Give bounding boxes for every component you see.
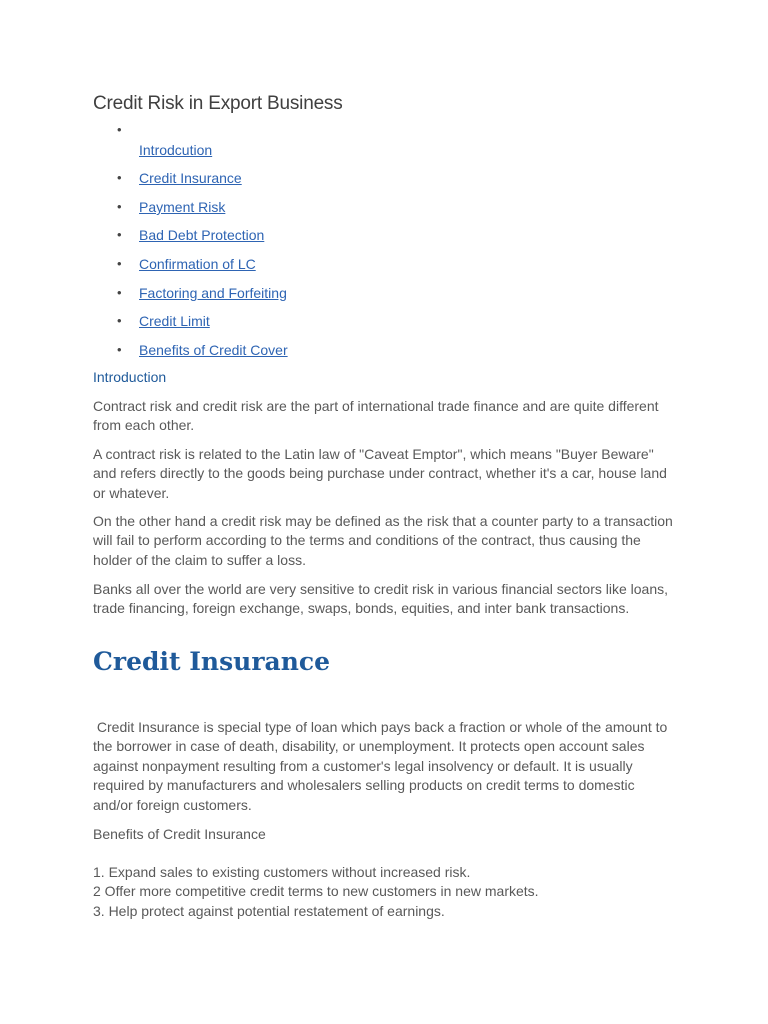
toc-item-introduction [93, 120, 493, 160]
toc-link-bad-debt-protection[interactable]: Bad Debt Protection [139, 227, 265, 243]
document-title: Credit Risk in Export Business [93, 93, 343, 114]
bullet-icon: • [117, 122, 122, 137]
credit-insurance-paragraph: Credit Insurance is special type of loan which pays back a fraction or whole of the amount to the borrower in case of death, disability, or unemployment. It protects open account sales against nonpayment resulting from a customer's legal insolvency or default. It is usually required by manufacturers and wholesalers selling products on credit terms to domestic and/or foreign customers. [93, 719, 672, 813]
benefit-item: 3. Help protect against potential restatement of earnings. [93, 902, 445, 919]
bullet-icon: • [117, 199, 122, 214]
toc-item-payment-risk [93, 197, 493, 217]
introduction-paragraph: Contract risk and credit risk are the part of international trade finance and are quite different from each other. [93, 398, 659, 434]
bullet-icon: • [117, 285, 122, 300]
toc-link-introduction[interactable]: Introdcution [139, 142, 213, 158]
toc-item-credit-insurance [93, 168, 493, 188]
benefits-heading: Benefits of Credit Insurance [93, 826, 266, 842]
introduction-heading: Introduction [93, 369, 167, 385]
introduction-paragraph: Banks all over the world are very sensitive to credit risk in various financial sectors like loans, trade financing, foreign exchange, swaps, bonds, equities, and inter bank transactions. [93, 581, 669, 617]
benefit-item: 1. Expand sales to existing customers without increased risk. [93, 864, 471, 880]
introduction-paragraph: A contract risk is related to the Latin law of "Caveat Emptor", which means "Buyer Beware" and refers directly to the goods being purchase under contract, whether it's a car, house land or whatever. [93, 446, 667, 501]
toc-link-factoring-and-forfeiting[interactable]: Factoring and Forfeiting [139, 285, 287, 301]
toc-link-payment-risk[interactable]: Payment Risk [139, 199, 226, 215]
bullet-icon: • [117, 170, 122, 185]
toc-link-confirmation-of-lc[interactable]: Confirmation of LC [139, 256, 256, 272]
introduction-paragraph: On the other hand a credit risk may be defined as the risk that a counter party to a transaction will fail to perform according to the terms and conditions of the contract, thus causing the holder of the claim to suffer a loss. [93, 513, 673, 568]
toc-link-credit-insurance[interactable]: Credit Insurance [139, 170, 242, 186]
bullet-icon: • [117, 313, 122, 328]
toc-item-benefits-of-credit-cover [93, 340, 493, 360]
bullet-icon: • [117, 227, 122, 242]
toc-item-bad-debt-protection [93, 225, 493, 245]
toc-link-credit-limit[interactable]: Credit Limit [139, 313, 210, 329]
benefits-list [93, 863, 673, 921]
toc-item-confirmation-of-lc [93, 254, 493, 274]
benefit-item: 2 Offer more competitive credit terms to new customers in new markets. [93, 883, 539, 900]
toc-link-benefits-of-credit-cover[interactable]: Benefits of Credit Cover [139, 342, 288, 358]
bullet-icon: • [117, 256, 122, 271]
toc-item-credit-limit [93, 311, 493, 331]
credit-insurance-heading: Credit Insurance [93, 647, 330, 676]
toc-item-factoring-and-forfeiting [93, 283, 493, 303]
bullet-icon: • [117, 342, 122, 357]
